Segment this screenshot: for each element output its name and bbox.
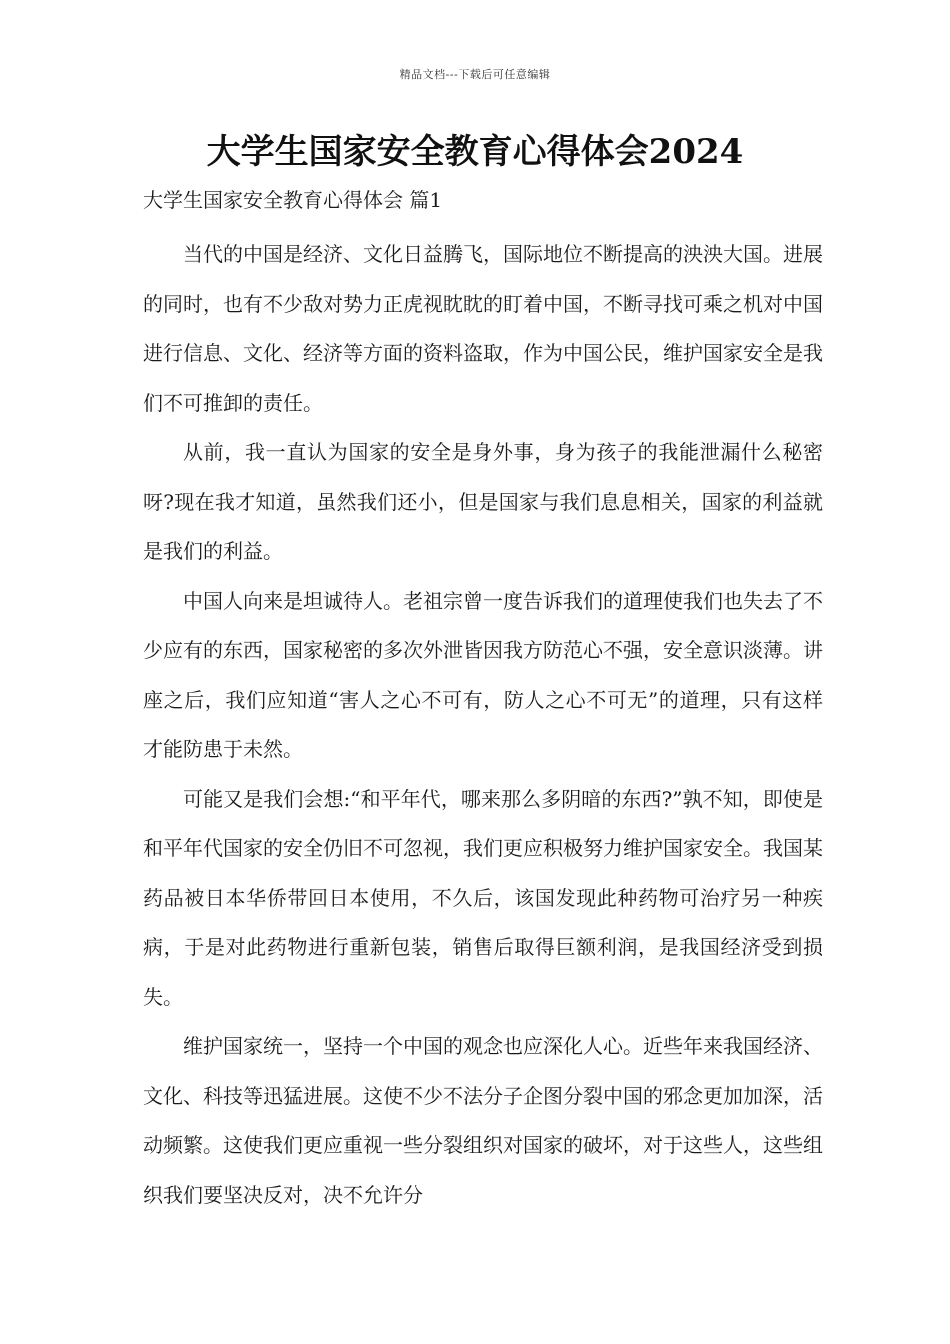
section-heading: 大学生国家安全教育心得体会 篇1 (143, 188, 443, 212)
paragraph: 当代的中国是经济、文化日益腾飞，国际地位不断提高的泱泱大国。进展的同时，也有不少敌对势力正虎视眈眈的盯着中国，不断寻找可乘之机对中国进行信息、文化、经济等方面的资料盗取，作为中国公民，维护国家安全是我们不可推卸的责任。 (143, 242, 823, 415)
paragraph: 可能又是我们会想:“和平年代，哪来那么多阴暗的东西?”孰不知，即使是和平年代国家的安全仍旧不可忽视，我们更应积极努力维护国家安全。我国某药品被日本华侨带回日本使用，不久后，该国发现此种药物可治疗另一种疾病，于是对此药物进行重新包装，销售后取得巨额利润，是我国经济受到损失。 (143, 786, 823, 1009)
paragraph: 维护国家统一，坚持一个中国的观念也应深化人心。近些年来我国经济、文化、科技等迅猛进展。这使不少不法分子企图分裂中国的邪念更加加深，活动频繁。这使我们更应重视一些分裂组织对国家的破坏，对于这些人，这些组织我们要坚决反对，决不允许分 (143, 1034, 823, 1207)
paragraph: 从前，我一直认为国家的安全是身外事，身为孩子的我能泄漏什么秘密呀?现在我才知道，虽然我们还小，但是国家与我们息息相关，国家的利益就是我们的利益。 (143, 440, 823, 563)
paragraph: 中国人向来是坦诚待人。老祖宗曾一度告诉我们的道理使我们也失去了不少应有的东西，国家秘密的多次外泄皆因我方防范心不强，安全意识淡薄。讲座之后，我们应知道“害人之心不可有，防人之心不可无”的道理，只有这样才能防患于未然。 (143, 588, 823, 761)
document-body (143, 230, 823, 1220)
header-note: 精品文档---下载后可任意编辑 (399, 68, 551, 81)
document-title: 大学生国家安全教育心得体会2024 (206, 132, 744, 172)
